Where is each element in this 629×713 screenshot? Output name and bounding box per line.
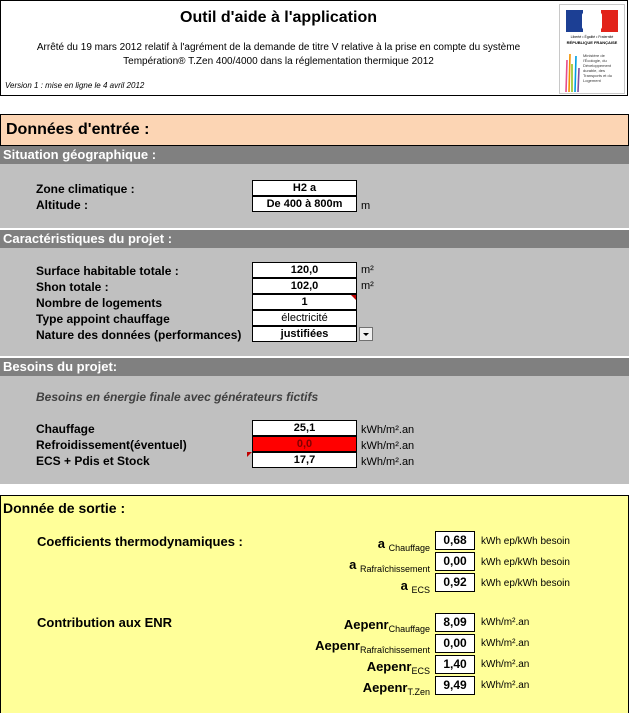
appoint-field[interactable]: électricité <box>252 310 357 326</box>
ecs-besoin-field[interactable]: 17,7 <box>252 452 357 468</box>
coef-chauffage-value: 0,68 <box>435 531 475 550</box>
enr-rafraichissement-label: Aepenr$_{Rafraîchissement}$ <box>315 638 430 655</box>
output-section <box>0 495 629 713</box>
enr-rafraichissement-value: 0,00 <box>435 634 475 653</box>
geo-section-body <box>0 164 629 228</box>
project-section-title: Caractéristiques du projet : <box>3 231 173 246</box>
coef-chauffage-label: a $_{Chauffage}$ <box>377 536 430 553</box>
coef-ecs-value: 0,92 <box>435 573 475 592</box>
french-flag-icon <box>566 10 618 32</box>
header-banner <box>0 0 628 96</box>
output-section-title: Donnée de sortie : <box>3 500 126 516</box>
logements-label: Nombre de logements <box>36 296 163 310</box>
refroid-besoin-field[interactable]: 0,0 <box>252 436 357 452</box>
ecs-unit: kWh/m².an <box>361 456 415 468</box>
marianne-icon <box>582 13 602 29</box>
altitude-label: Altitude : <box>36 198 88 212</box>
version-note: Version 1 : mise en ligne le 4 avril 2012 <box>5 81 145 90</box>
coef-rafraichissement-value: 0,00 <box>435 552 475 571</box>
refroid-unit: kWh/m².an <box>361 440 415 452</box>
enr-ecs-unit: kWh/m².an <box>481 659 530 670</box>
project-section-bar <box>0 230 629 248</box>
logo-motto: Liberté • Égalité • Fraternité <box>570 35 614 39</box>
enr-tzen-label: Aepenr$_{T.Zen}$ <box>362 680 430 697</box>
ministry-stripes-icon <box>564 50 582 92</box>
logements-field[interactable]: 1 <box>252 294 357 310</box>
chauffage-label: Chauffage <box>36 422 95 436</box>
enr-chauffage-label: Aepenr$_{Chauffage}$ <box>343 617 430 634</box>
shon-label: Shon totale : <box>36 280 109 294</box>
surface-label: Surface habitable totale : <box>36 264 179 278</box>
enr-ecs-value: 1,40 <box>435 655 475 674</box>
input-section-header <box>0 114 629 146</box>
coef-ecs-label: a $_{ECS}$ <box>400 578 430 595</box>
page-title: Outil d'aide à l'application <box>180 9 377 26</box>
shon-unit: m² <box>361 280 374 292</box>
enr-tzen-unit: kWh/m².an <box>481 680 530 691</box>
coef-rafraichissement-unit: kWh ep/kWh besoin <box>481 557 570 568</box>
logo-ministry-name: Ministère de l'Écologie, du Développement durable, des Transports et du Logement <box>583 53 612 83</box>
enr-ecs-label: Aepenr$_{ECS}$ <box>366 659 430 676</box>
chauffage-unit: kWh/m².an <box>361 424 415 436</box>
comment-marker-icon <box>351 295 356 300</box>
subtitle-line-1: Arrêté du 19 mars 2012 relatif à l'agrément de la demande de titre V relative à la prise en compte du système <box>36 42 521 53</box>
shon-field[interactable]: 102,0 <box>252 278 357 294</box>
input-section-title: Données d'entrée : <box>6 121 150 138</box>
geo-section-bar <box>0 146 629 164</box>
enr-rafraichissement-unit: kWh/m².an <box>481 638 530 649</box>
appoint-label: Type appoint chauffage <box>36 312 170 326</box>
enr-tzen-value: 9,49 <box>435 676 475 695</box>
coef-title: Coefficients thermodynamiques : <box>37 534 243 549</box>
surface-field[interactable]: 120,0 <box>252 262 357 278</box>
coef-rafraichissement-label: a $_{Rafraîchissement}$ <box>349 557 430 574</box>
nature-select[interactable]: justifiées <box>252 326 357 342</box>
besoins-section-body <box>0 376 629 484</box>
altitude-unit: m <box>361 200 371 212</box>
coef-chauffage-unit: kWh ep/kWh besoin <box>481 536 570 547</box>
altitude-field[interactable]: De 400 à 800m <box>252 196 357 212</box>
subtitle-line-2: Températion® T.Zen 400/4000 dans la réglementation thermique 2012 <box>123 56 434 67</box>
dropdown-button[interactable] <box>359 327 373 341</box>
chevron-down-icon <box>360 328 372 340</box>
besoins-section-title: Besoins du projet: <box>3 359 118 374</box>
ecs-label: ECS + Pdis et Stock <box>36 454 150 468</box>
project-section-body <box>0 248 629 356</box>
enr-chauffage-unit: kWh/m².an <box>481 617 530 628</box>
comment-marker-icon <box>247 452 252 457</box>
besoins-subtitle: Besoins en énergie finale avec générateurs fictifs <box>36 390 319 404</box>
refroid-label: Refroidissement(éventuel) <box>36 438 187 452</box>
besoins-section-bar <box>0 358 629 376</box>
nature-label: Nature des données (performances) <box>36 328 242 342</box>
logo-republic: RÉPUBLIQUE FRANÇAISE <box>566 40 618 45</box>
coef-ecs-unit: kWh ep/kWh besoin <box>481 578 570 589</box>
enr-chauffage-value: 8,09 <box>435 613 475 632</box>
geo-section-title: Situation géographique : <box>3 147 157 162</box>
chauffage-besoin-field[interactable]: 25,1 <box>252 420 357 436</box>
zone-label: Zone climatique : <box>36 182 135 196</box>
ministry-logo <box>559 4 625 94</box>
surface-unit: m² <box>361 264 374 276</box>
enr-title: Contribution aux ENR <box>37 615 173 630</box>
zone-climatique-field[interactable]: H2 a <box>252 180 357 196</box>
